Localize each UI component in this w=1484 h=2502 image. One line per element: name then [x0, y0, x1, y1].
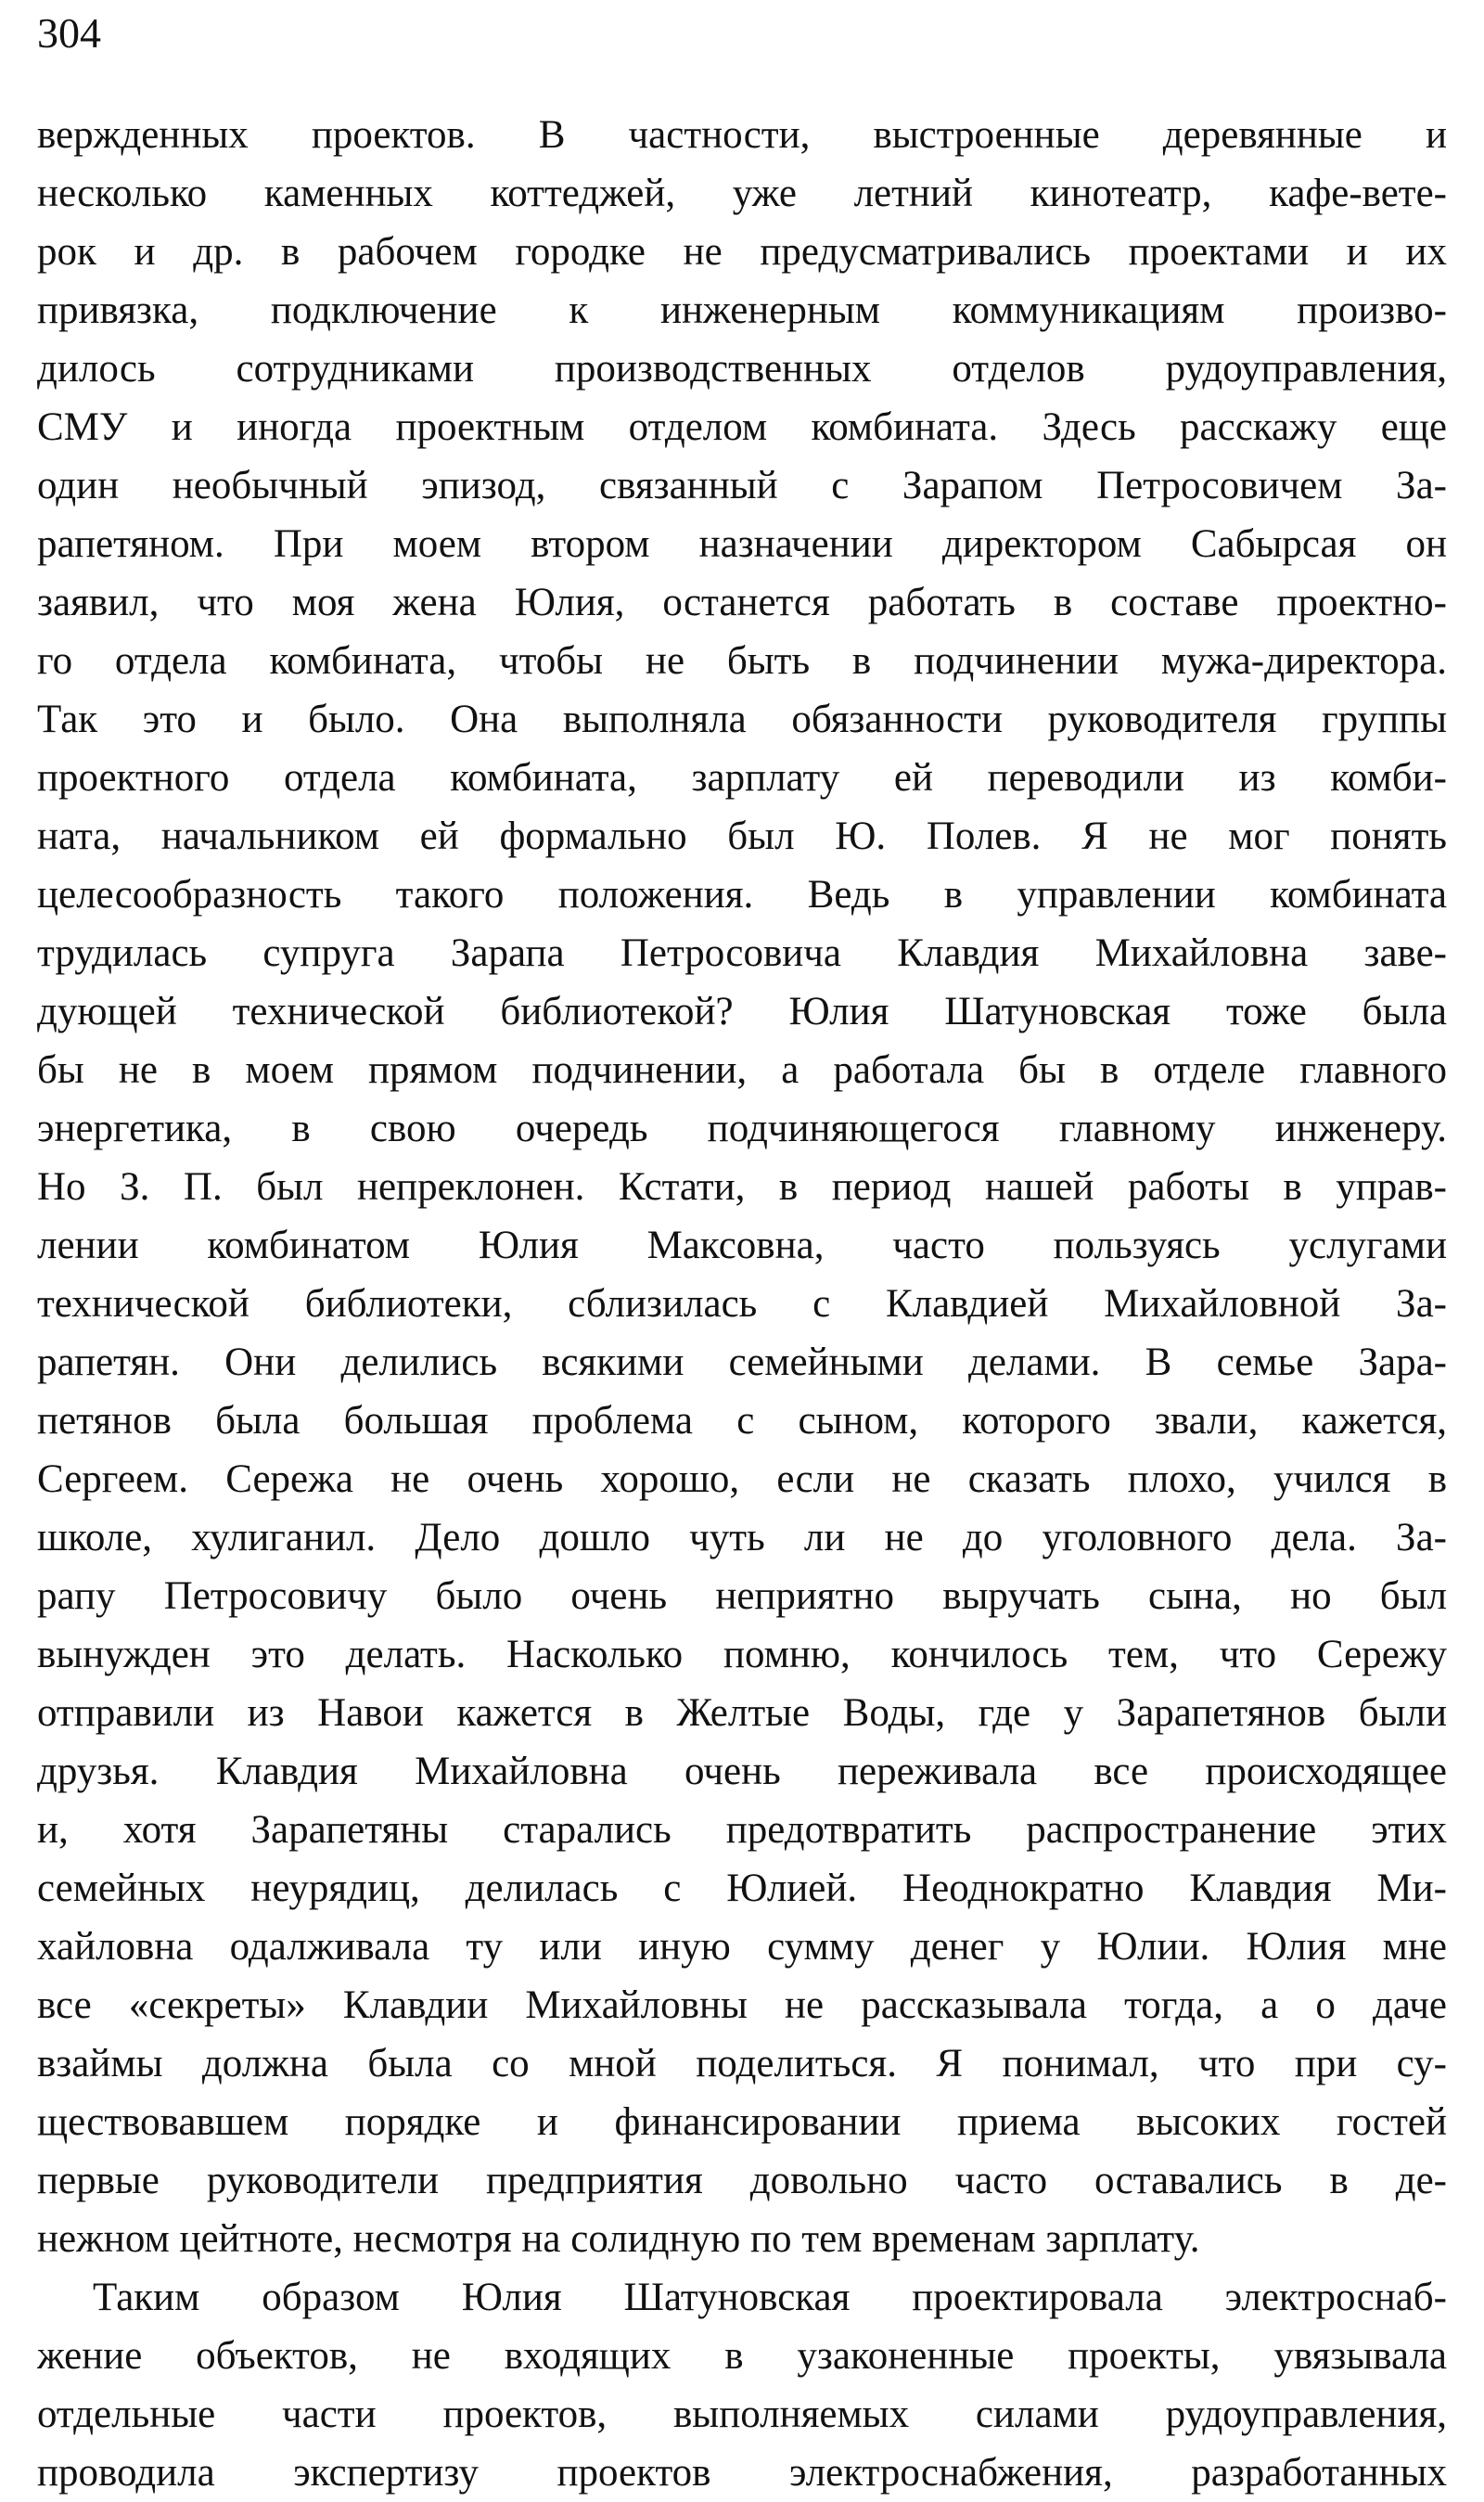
text-line: проводила экспертизу проектов электроснабжения, разработанных: [37, 2451, 1447, 2495]
text-line: привязка, подключение к инженерным коммуникациям произво-: [37, 289, 1447, 332]
text-line: жение объектов, не входящих в узаконенные проекты, увязывала: [37, 2334, 1447, 2378]
text-line: школе, хулиганил. Дело дошло чуть ли не до уголовного дела. За-: [37, 1516, 1447, 1559]
text-line: нежном цейтноте, несмотря на солидную по тем временам зарплату.: [37, 2217, 1200, 2261]
text-line: отдельные части проектов, выполняемых силами рудоуправления,: [37, 2393, 1447, 2436]
text-line: Так это и было. Она выполняла обязанности руководителя группы: [37, 698, 1447, 741]
text-line: вынужден это делать. Насколько помню, кончилось тем, что Сережу: [37, 1633, 1447, 1676]
text-line: один необычный эпизод, связанный с Зарапом Петросовичем За-: [37, 464, 1447, 507]
text-line: друзья. Клавдия Михайловна очень переживала все происходящее: [37, 1750, 1447, 1793]
text-line: ществовавшем порядке и финансировании приема высоких гостей: [37, 2100, 1447, 2144]
text-line: СМУ и иногда проектным отделом комбината. Здесь расскажу еще: [37, 405, 1447, 449]
text-line: семейных неурядиц, делилась с Юлией. Неоднократно Клавдия Ми-: [37, 1867, 1447, 1910]
text-line: рапу Петросовичу было очень неприятно выручать сына, но был: [37, 1574, 1447, 1618]
text-line: технической библиотеки, сблизилась с Клавдией Михайловной За-: [37, 1282, 1447, 1326]
text-line: го отдела комбината, чтобы не быть в подчинении мужа-директора.: [37, 639, 1447, 683]
text-line: лении комбинатом Юлия Максовна, часто пользуясь услугами: [37, 1224, 1447, 1267]
text-line: Сергеем. Сережа не очень хорошо, если не сказать плохо, учился в: [37, 1457, 1447, 1501]
text-line: рапетяном. При моем втором назначении директором Сабырсая он: [37, 522, 1447, 566]
text-line: взаймы должна была со мной поделиться. Я понимал, что при су-: [37, 2042, 1447, 2085]
text-line: проектного отдела комбината, зарплату ей переводили из комби-: [37, 756, 1447, 800]
text-line: трудилась супруга Зарапа Петросовича Клавдия Михайловна заве-: [37, 931, 1447, 975]
text-line: петянов была большая проблема с сыном, которого звали, кажется,: [37, 1399, 1447, 1443]
text-line: ната, начальником ей формально был Ю. Полев. Я не мог понять: [37, 815, 1447, 858]
text-line: все «секреты» Клавдии Михайловны не рассказывала тогда, а о даче: [37, 1983, 1447, 2027]
text-line: и, хотя Зарапетяны старались предотвратить распространение этих: [37, 1808, 1447, 1852]
text-line: Но З. П. был непреклонен. Кстати, в период нашей работы в управ-: [37, 1165, 1447, 1209]
text-line: рапетян. Они делились всякими семейными делами. В семье Зара-: [37, 1341, 1447, 1384]
text-line: целесообразность такого положения. Ведь в управлении комбината: [37, 873, 1447, 917]
text-line: дующей технической библиотекой? Юлия Шатуновская тоже была: [37, 990, 1447, 1033]
text-line: первые руководители предприятия довольно часто оставались в де-: [37, 2159, 1447, 2202]
page-number: 304: [37, 9, 101, 57]
text-line: дилось сотрудниками производственных отделов рудоуправления,: [37, 347, 1447, 391]
text-line: бы не в моем прямом подчинении, а работала бы в отделе главного: [37, 1048, 1447, 1092]
text-line: рок и др. в рабочем городке не предусматривались проектами и их: [37, 230, 1447, 274]
text-line: вержденных проектов. В частности, выстроенные деревянные и: [37, 113, 1447, 157]
text-line: Таким образом Юлия Шатуновская проектировала электроснаб-: [93, 2276, 1447, 2319]
text-line: отправили из Навои кажется в Желтые Воды, где у Зарапетянов были: [37, 1691, 1447, 1735]
body-text: [37, 106, 1447, 2502]
text-line: несколько каменных коттеджей, уже летний кинотеатр, кафе-вете-: [37, 172, 1447, 215]
text-line: хайловна одалживала ту или иную сумму денег у Юлии. Юлия мне: [37, 1925, 1447, 1969]
text-line: энергетика, в свою очередь подчиняющегося главному инженеру.: [37, 1107, 1447, 1150]
text-line: заявил, что моя жена Юлия, останется работать в составе проектно-: [37, 581, 1447, 624]
